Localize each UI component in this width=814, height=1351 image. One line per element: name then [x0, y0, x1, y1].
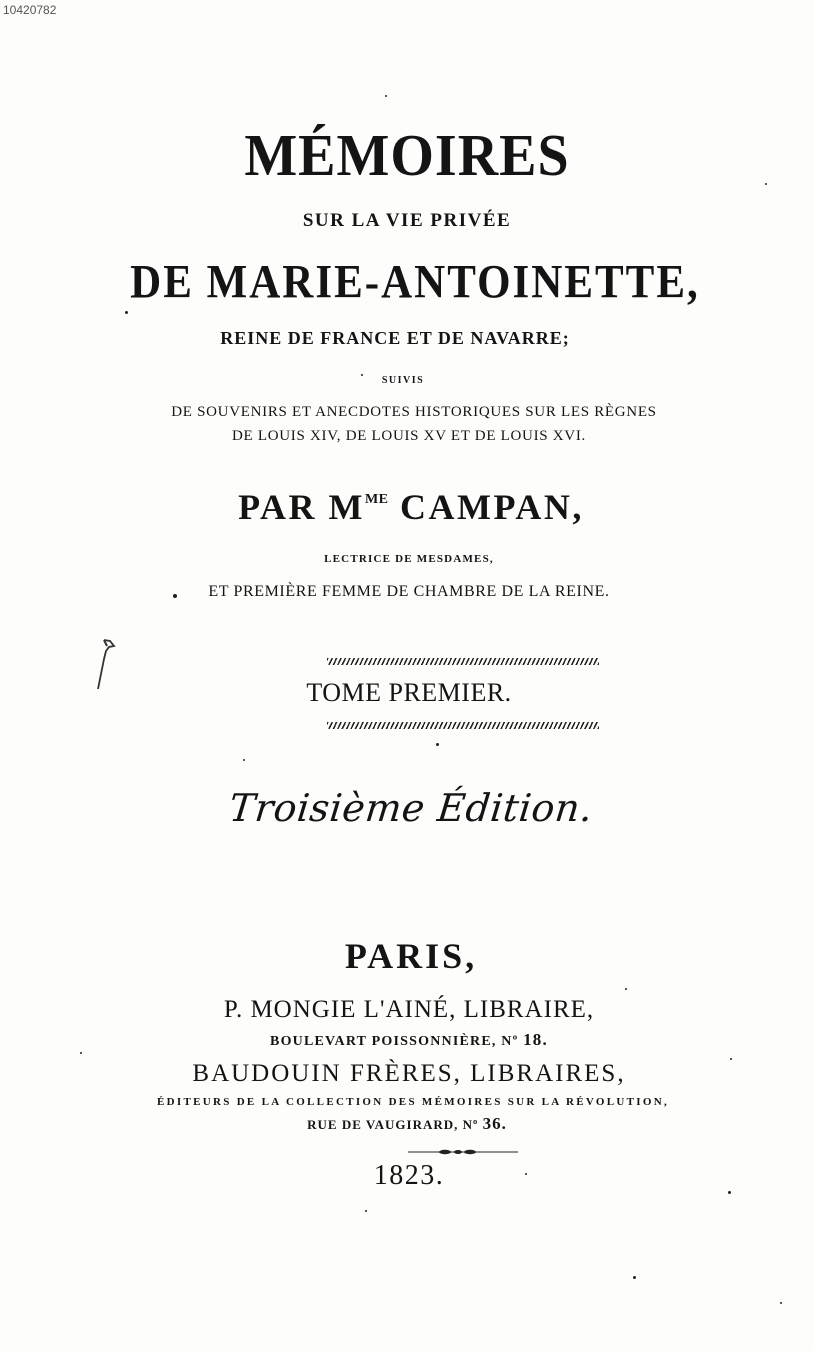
speck [625, 988, 627, 990]
subtitle: SUR LA VIE PRIVÉE [302, 210, 512, 231]
address-2-text: RUE DE VAUGIRARD, Nº [307, 1117, 479, 1132]
speck [80, 1052, 82, 1054]
main-title: DE MARIE-ANTOINETTE, [130, 256, 700, 309]
lectrice-line: LECTRICE DE MESDAMES, [324, 553, 494, 565]
speck [125, 311, 128, 314]
author-name: CAMPAN, [400, 487, 584, 527]
catalog-stamp: 10420782 [3, 3, 57, 17]
address-1 [2, 1030, 814, 1050]
publisher-2: BAUDOUIN FRÈRES, LIBRAIRES, [192, 1060, 626, 1087]
speck [385, 95, 387, 97]
address-1-number: 18. [523, 1030, 548, 1049]
speck [765, 183, 767, 185]
author-line [4, 486, 814, 528]
author-title-sup: ME [364, 492, 389, 507]
book-title: MÉMOIRES [244, 123, 570, 189]
address-2-number: 36. [482, 1114, 507, 1133]
editeurs-line: ÉDITEURS DE LA COLLECTION DES MÉMOIRES SUR LA RÉVOLUTION, [157, 1096, 669, 1108]
speck [361, 374, 363, 376]
speck [365, 1210, 367, 1212]
decorative-rule-bottom [327, 722, 599, 729]
premiere-femme-line: ET PREMIÈRE FEMME DE CHAMBRE DE LA REINE. [208, 583, 610, 600]
speck [730, 1058, 732, 1060]
speck [243, 759, 245, 761]
address-1-text: BOULEVART POISSONNIÈRE, Nº [270, 1034, 519, 1049]
speck [173, 594, 177, 598]
speck [525, 1173, 527, 1175]
ornament-divider-icon [408, 1149, 518, 1155]
edition-line: Troisième Édition. [227, 786, 595, 830]
speck [633, 1276, 636, 1279]
year-line: 1823. [373, 1160, 445, 1191]
souvenirs-line-2: DE LOUIS XIV, DE LOUIS XV ET DE LOUIS XVI. [232, 428, 586, 444]
address-2 [0, 1114, 814, 1134]
speck [728, 1191, 731, 1194]
suivis-line: SUIVIS [381, 375, 425, 386]
souvenirs-line-1: DE SOUVENIRS ET ANECDOTES HISTORIQUES SUR LES RÈGNES [171, 404, 657, 420]
decorative-rule-top [327, 658, 599, 665]
tome-line: TOME PREMIER. [306, 678, 512, 707]
speck [780, 1302, 782, 1304]
city-line: PARIS, [344, 936, 478, 976]
publisher-1: P. MONGIE L'AINÉ, LIBRAIRE, [223, 996, 595, 1023]
pen-mark-icon [90, 637, 120, 693]
speck [436, 743, 439, 746]
author-prefix: PAR M [238, 487, 365, 527]
reine-line: REINE DE FRANCE ET DE NAVARRE; [220, 328, 570, 348]
